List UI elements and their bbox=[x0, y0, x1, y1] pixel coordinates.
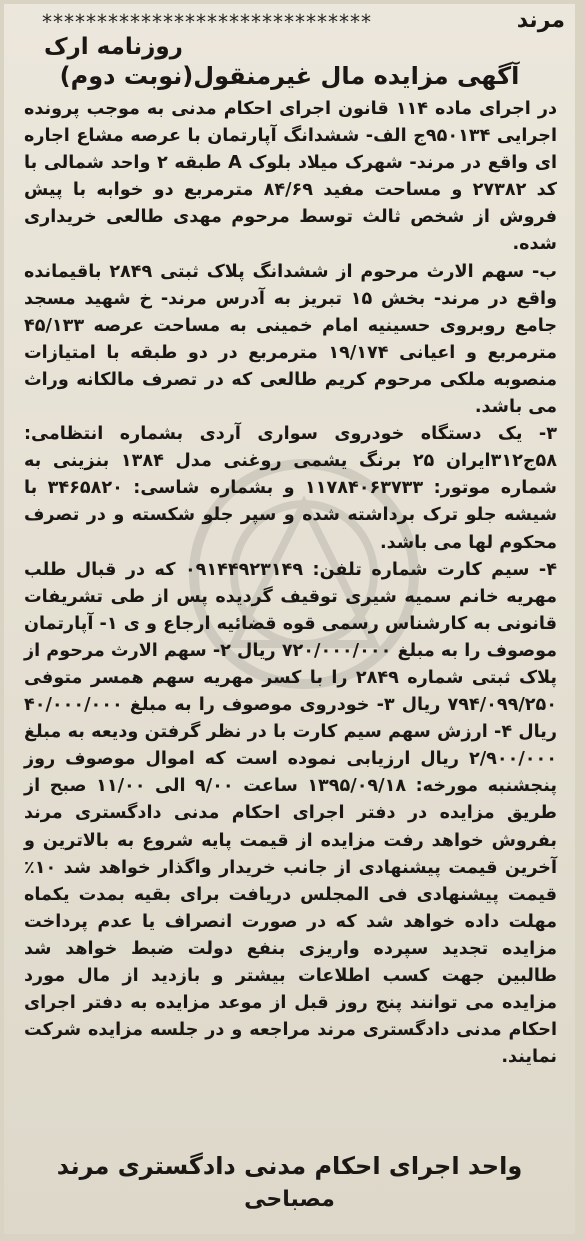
notice-title: آگهی مزایده مال غیرمنقول(نوبت دوم) bbox=[59, 62, 520, 90]
newspaper-name: روزنامه ارک bbox=[44, 34, 183, 60]
notice-paragraph: در اجرای ماده ۱۱۴ قانون اجرای احکام مدنی به موجب پرونده اجرایی ۹۵۰۱۳۴ج الف- ششدانگ آپارتمان با عرصه مشاع اجاره ای واقع در مرند- شهرک میلاد بلوک A طبقه ۲ واحد شمالی با کد ۲۷۳۸۲ و مساحت مفید ۸۴/۶۹ مترمربع دو خوابه با پیش فروش از شخص ثالث توسط مرحوم مهدی طالعی خریداری شده. bbox=[24, 99, 557, 255]
issuing-office: واحد اجرای احکام مدنی دادگستری مرند bbox=[56, 1152, 523, 1180]
notice-paragraph: ب- سهم الارث مرحوم از ششدانگ پلاک ثبتی ۲۸۴۹ باقیمانده واقع در مرند- بخش ۱۵ تبریز به آدرس مرند- خ شهید مسجد جامع روبروی حسینیه امام خمینی به مساحت عرصه ۴۵/۱۳۳ مترمربع و اعیانی ۱۹/۱۷۴ مترمربع در دو طبقه با امتیازات منصوبه ملکی مرحوم کریم طالعی که در تصرف مالکانه وراث می باشد. bbox=[24, 261, 557, 418]
notice-paragraph: ۳- یک دستگاه خودروی سواری آردی بشماره انتظامی: ۵۸ج۳۱۲ایران ۲۵ برنگ یشمی روغنی مدل ۱۳۸۴ بنزینی به شماره موتور: ۱۱۷۸۴۰۶۳۷۳۳ و بشماره شاسی: ۳۴۶۵۸۲۰ با شیشه جلو ترک برداشته شده و سپر جلو شکسته و در تصرف محکوم لها می باشد. bbox=[24, 424, 557, 553]
notice-body bbox=[24, 96, 557, 1071]
decorative-star-border: ****************************** bbox=[42, 10, 372, 34]
signatory-name: مصباحی bbox=[244, 1187, 335, 1212]
city-label: مرند bbox=[516, 8, 565, 33]
notice-paragraph: ۴- سیم کارت شماره تلفن: ۰۹۱۴۴۹۲۳۱۴۹ که در قبال طلب مهریه خانم سمیه شیری توقیف گردیده پس از طی تشریفات قانونی به کارشناس رسمی قوه قضائیه ارجاع و ی ۱- آپارتمان موصوف را به مبلغ ۷۲۰/۰۰۰/۰۰۰ ریال ۲- سهم الارث مرحوم از پلاک ثبتی شماره ۲۸۴۹ را با کسر مهریه سهم همسر متوفی ۷۹۴/۰۹۹/۲۵۰ ریال ۳- خودروی موصوف را به مبلغ ۴۰/۰۰۰/۰۰۰ ریال ۴- ارزش سهم سیم کارت با در نظر گرفتن ودیعه به مبلغ ۲/۹۰۰/۰۰۰ ریال ارزیابی نموده است که اموال موصوف روز پنجشنبه مورخه: ۱۳۹۵/۰۹/۱۸ ساعت ۹/۰۰ الی ۱۱/۰۰ صبح از طریق مزایده در دفتر اجرای احکام مدنی دادگستری مرند بفروش خواهد رفت مزایده از قیمت پایه شروع به بالاترین و آخرین قیمت پیشنهادی از جانب خریدار واگذار خواهد شد ۱۰٪ قیمت پیشنهادی فی المجلس دریافت برای بقیه بمدت یکماه مهلت داده خواهد شد که در صورت انصراف یا عدم پرداخت مزایده تجدید سپرده واریزی بنفع دولت ضبط خواهد شد طالبین جهت کسب اطلاعات بیشتر و بازدید از مال مورد مزایده می توانند پنج روز قبل از موعد مزایده به دفتر اجرای احکام مدنی دادگستری مرند مراجعه و در جلسه مزایده شرکت نمایند. bbox=[24, 559, 558, 1068]
newspaper-clipping bbox=[4, 4, 575, 1234]
